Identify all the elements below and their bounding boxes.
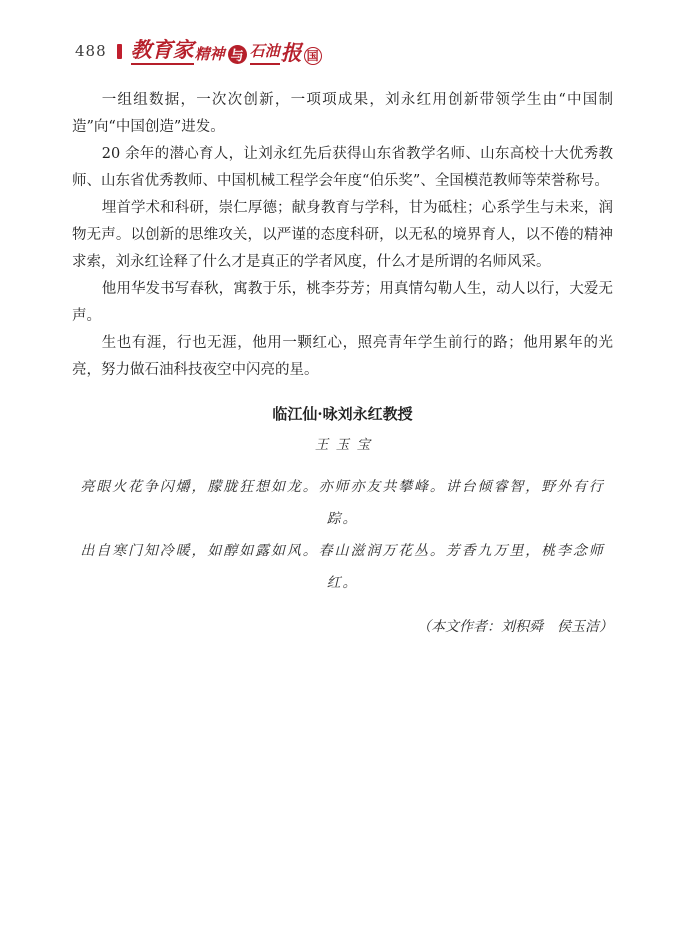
header-divider-bar: [117, 44, 122, 59]
poem-author: 王玉宝: [314, 437, 378, 453]
series-logo: [131, 38, 322, 65]
poem-section: [72, 401, 613, 599]
poem-lines: [72, 471, 613, 599]
logo-circle-guo-icon: 国: [304, 47, 322, 65]
poem-line: 出自寒门知冷暖，如醇如露如风。春山滋润万花丛。芳香九万里，桃李念师红。: [80, 543, 605, 591]
logo-circle-yu-icon: 与: [228, 45, 247, 64]
article-paragraph: 一组组数据，一次次创新，一项项成果，刘永红用创新带领学生由“中国制造”向“中国创造”进发。: [72, 92, 613, 135]
page-header: [75, 36, 322, 66]
article-paragraph: 埋首学术和科研，崇仁厚德；献身教育与学科，甘为砥柱；心系学生与未来，润物无声。以创新的思维攻关，以严谨的态度科研，以无私的境界育人，以不倦的精神求索，刘永红诠释了什么才是真正的学者风度，什么才是所谓的名师风采。: [72, 200, 613, 270]
article-body: [72, 87, 613, 640]
article-paragraph: 他用华发书写春秋，寓教于乐，桃李芬芳；用真情勾勒人生，动人以行，大爱无声。: [72, 281, 613, 324]
article-attribution: （本文作者：刘积舜 侯玉洁）: [417, 619, 613, 635]
article-paragraph: 生也有涯，行也无涯，他用一颗红心，照亮青年学生前行的路；他用累年的光亮，努力做石油科技夜空中闪亮的星。: [72, 335, 613, 378]
poem-line: 亮眼火花争闪爝，朦胧狂想如龙。亦师亦友共攀峰。讲台倾睿智，野外有行踪。: [80, 479, 605, 527]
poem-title: 临江仙·咏刘永红教授: [272, 405, 413, 423]
logo-text-serve: 报: [280, 39, 302, 65]
logo-text-educator: 教育家: [131, 38, 194, 65]
logo-text-petroleum: 石油: [250, 40, 280, 65]
article-paragraph: 20 余年的潜心育人，让刘永红先后获得山东省教学名师、山东高校十大优秀教师、山东省优秀教师、中国机械工程学会年度“伯乐奖”、全国模范教师等荣誉称号。: [72, 146, 613, 189]
logo-text-spirit: 精神: [194, 44, 225, 63]
page-number: 488: [75, 42, 107, 60]
